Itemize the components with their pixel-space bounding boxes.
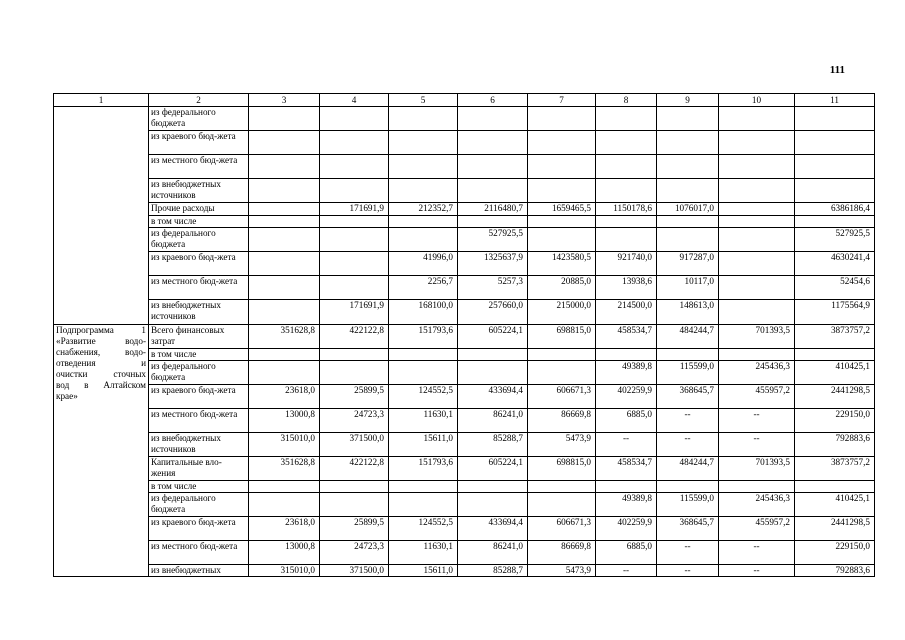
column-number-header: 6 — [458, 94, 528, 107]
amount-cell — [719, 300, 795, 325]
amount-cell: 455957,2 — [719, 385, 795, 409]
amount-cell: 115599,0 — [657, 493, 719, 517]
amount-cell: 371500,0 — [320, 565, 389, 577]
table-row — [54, 107, 875, 131]
funding-source-label: из федерального бюджета — [149, 228, 249, 252]
table-row — [54, 203, 875, 216]
amount-cell — [389, 493, 458, 517]
amount-cell: 151793,6 — [389, 325, 458, 349]
amount-cell — [719, 179, 795, 203]
amount-cell — [719, 349, 795, 361]
financing-table — [53, 93, 875, 577]
amount-cell — [389, 216, 458, 228]
amount-cell — [657, 155, 719, 179]
amount-cell: 698815,0 — [528, 325, 596, 349]
table-row — [54, 276, 875, 300]
amount-cell: 23618,0 — [249, 385, 320, 409]
amount-cell — [249, 131, 320, 155]
amount-cell: 245436,3 — [719, 361, 795, 385]
funding-source-label: из внебюджетных — [149, 565, 249, 577]
amount-cell: 792883,6 — [795, 565, 875, 577]
amount-cell: 20885,0 — [528, 276, 596, 300]
amount-cell — [389, 107, 458, 131]
amount-cell: 257660,0 — [458, 300, 528, 325]
amount-cell: 1325637,9 — [458, 252, 528, 276]
amount-cell: 527925,5 — [795, 228, 875, 252]
amount-cell: 917287,0 — [657, 252, 719, 276]
column-number-header: 9 — [657, 94, 719, 107]
amount-cell — [719, 155, 795, 179]
table-row — [54, 216, 875, 228]
amount-cell: 605224,1 — [458, 325, 528, 349]
amount-cell: 11630,1 — [389, 541, 458, 565]
amount-cell — [596, 155, 657, 179]
amount-cell: 49389,8 — [596, 361, 657, 385]
amount-cell: 606671,3 — [528, 385, 596, 409]
amount-cell — [596, 131, 657, 155]
column-number-header: 11 — [795, 94, 875, 107]
column-number-header: 1 — [54, 94, 149, 107]
amount-cell: 3873757,2 — [795, 457, 875, 481]
amount-cell: -- — [657, 409, 719, 433]
amount-cell: 86241,0 — [458, 409, 528, 433]
amount-cell: 86669,8 — [528, 409, 596, 433]
funding-source-label: из внебюджетных источников — [149, 179, 249, 203]
funding-source-label: из краевого бюд-жета — [149, 131, 249, 155]
amount-cell — [458, 361, 528, 385]
amount-cell — [320, 481, 389, 493]
amount-cell: 5473,9 — [528, 433, 596, 457]
table-row — [54, 409, 875, 433]
amount-cell — [596, 349, 657, 361]
table-row — [54, 325, 875, 349]
amount-cell: 458534,7 — [596, 325, 657, 349]
amount-cell: -- — [719, 409, 795, 433]
amount-cell: 1175564,9 — [795, 300, 875, 325]
amount-cell: 6885,0 — [596, 409, 657, 433]
amount-cell: 86669,8 — [528, 541, 596, 565]
funding-source-label: из местного бюд-жета — [149, 409, 249, 433]
funding-source-label: в том числе — [149, 349, 249, 361]
amount-cell: 422122,8 — [320, 457, 389, 481]
amount-cell — [528, 481, 596, 493]
funding-source-label: из местного бюд-жета — [149, 155, 249, 179]
amount-cell: 433694,4 — [458, 517, 528, 541]
amount-cell — [657, 216, 719, 228]
amount-cell — [458, 107, 528, 131]
funding-source-label: из местного бюд-жета — [149, 541, 249, 565]
amount-cell: 410425,1 — [795, 493, 875, 517]
subprogram-name-line: очистки сточных — [56, 369, 146, 379]
amount-cell: 86241,0 — [458, 541, 528, 565]
amount-cell — [249, 203, 320, 216]
amount-cell: 124552,5 — [389, 517, 458, 541]
amount-cell — [320, 252, 389, 276]
table-row — [54, 565, 875, 577]
subprogram-name-line: вод в Алтайском — [56, 380, 146, 390]
amount-cell: 171691,9 — [320, 203, 389, 216]
amount-cell — [795, 155, 875, 179]
table-row — [54, 179, 875, 203]
amount-cell — [719, 252, 795, 276]
table-row — [54, 228, 875, 252]
table-row — [54, 481, 875, 493]
amount-cell — [528, 131, 596, 155]
amount-cell: -- — [596, 565, 657, 577]
amount-cell: 6386186,4 — [795, 203, 875, 216]
amount-cell: 792883,6 — [795, 433, 875, 457]
amount-cell — [795, 107, 875, 131]
amount-cell: -- — [719, 433, 795, 457]
amount-cell — [249, 481, 320, 493]
amount-cell — [249, 493, 320, 517]
amount-cell: 402259,9 — [596, 385, 657, 409]
amount-cell: 2441298,5 — [795, 385, 875, 409]
amount-cell — [320, 216, 389, 228]
amount-cell: 433694,4 — [458, 385, 528, 409]
amount-cell: 458534,7 — [596, 457, 657, 481]
amount-cell: 85288,7 — [458, 565, 528, 577]
amount-cell — [320, 107, 389, 131]
amount-cell: 605224,1 — [458, 457, 528, 481]
column-number-header: 5 — [389, 94, 458, 107]
amount-cell — [320, 155, 389, 179]
table-row — [54, 155, 875, 179]
amount-cell: 368645,7 — [657, 517, 719, 541]
amount-cell — [389, 481, 458, 493]
amount-cell: 315010,0 — [249, 433, 320, 457]
amount-cell — [719, 276, 795, 300]
amount-cell: 13000,8 — [249, 409, 320, 433]
amount-cell — [249, 300, 320, 325]
amount-cell: 212352,7 — [389, 203, 458, 216]
funding-source-label: из внебюджетных источников — [149, 300, 249, 325]
amount-cell: 5473,9 — [528, 565, 596, 577]
funding-source-label: в том числе — [149, 216, 249, 228]
subprogram-name — [54, 325, 149, 577]
amount-cell: -- — [657, 565, 719, 577]
funding-source-label: из внебюджетных источников — [149, 433, 249, 457]
amount-cell: 351628,8 — [249, 325, 320, 349]
amount-cell — [528, 361, 596, 385]
table-row — [54, 541, 875, 565]
amount-cell — [795, 131, 875, 155]
amount-cell: 10117,0 — [657, 276, 719, 300]
amount-cell: 5257,3 — [458, 276, 528, 300]
amount-cell: 455957,2 — [719, 517, 795, 541]
amount-cell: 24723,3 — [320, 409, 389, 433]
amount-cell: 2441298,5 — [795, 517, 875, 541]
amount-cell — [249, 361, 320, 385]
table-row — [54, 131, 875, 155]
amount-cell: 315010,0 — [249, 565, 320, 577]
amount-cell — [719, 203, 795, 216]
funding-source-label: Прочие расходы — [149, 203, 249, 216]
amount-cell: 701393,5 — [719, 457, 795, 481]
subprogram-name-line: Подпрограмма 1 — [56, 325, 146, 335]
amount-cell — [657, 131, 719, 155]
table-row — [54, 361, 875, 385]
amount-cell — [795, 179, 875, 203]
amount-cell: 115599,0 — [657, 361, 719, 385]
column-number-header: 8 — [596, 94, 657, 107]
amount-cell — [389, 349, 458, 361]
amount-cell — [458, 131, 528, 155]
funding-source-label: из федерального бюджета — [149, 361, 249, 385]
amount-cell: 1423580,5 — [528, 252, 596, 276]
amount-cell: 1076017,0 — [657, 203, 719, 216]
amount-cell — [657, 228, 719, 252]
funding-source-label: из краевого бюд-жета — [149, 517, 249, 541]
amount-cell: 168100,0 — [389, 300, 458, 325]
amount-cell: 41996,0 — [389, 252, 458, 276]
amount-cell — [320, 493, 389, 517]
amount-cell — [657, 179, 719, 203]
amount-cell — [458, 493, 528, 517]
column-number-header: 3 — [249, 94, 320, 107]
column-number-header: 7 — [528, 94, 596, 107]
amount-cell: 606671,3 — [528, 517, 596, 541]
table-row — [54, 252, 875, 276]
amount-cell — [596, 481, 657, 493]
amount-cell: 422122,8 — [320, 325, 389, 349]
amount-cell — [249, 155, 320, 179]
header-row — [54, 94, 875, 107]
column-number-header: 10 — [719, 94, 795, 107]
amount-cell: 24723,3 — [320, 541, 389, 565]
table-row — [54, 493, 875, 517]
amount-cell: 15611,0 — [389, 565, 458, 577]
amount-cell — [596, 107, 657, 131]
amount-cell — [320, 228, 389, 252]
amount-cell — [719, 107, 795, 131]
amount-cell: -- — [657, 433, 719, 457]
amount-cell — [320, 131, 389, 155]
amount-cell — [528, 107, 596, 131]
amount-cell — [528, 349, 596, 361]
amount-cell — [719, 481, 795, 493]
amount-cell: 6885,0 — [596, 541, 657, 565]
amount-cell — [657, 481, 719, 493]
subprogram-name-line: крае» — [56, 391, 78, 401]
amount-cell: 3873757,2 — [795, 325, 875, 349]
table-row — [54, 517, 875, 541]
amount-cell — [249, 276, 320, 300]
subprogram-name-line: снабжения, водо- — [56, 347, 146, 357]
amount-cell — [320, 179, 389, 203]
amount-cell — [458, 216, 528, 228]
amount-cell: 49389,8 — [596, 493, 657, 517]
amount-cell — [657, 107, 719, 131]
amount-cell — [389, 361, 458, 385]
previous-section-cell — [54, 107, 149, 325]
amount-cell — [389, 179, 458, 203]
amount-cell: 4630241,4 — [795, 252, 875, 276]
amount-cell — [249, 349, 320, 361]
amount-cell: -- — [719, 541, 795, 565]
amount-cell: 698815,0 — [528, 457, 596, 481]
amount-cell — [320, 349, 389, 361]
subprogram-name-line: «Развитие водо- — [56, 336, 146, 346]
amount-cell — [596, 228, 657, 252]
funding-source-label: из федерального бюджета — [149, 107, 249, 131]
amount-cell: 229150,0 — [795, 409, 875, 433]
amount-cell — [795, 216, 875, 228]
amount-cell — [528, 228, 596, 252]
funding-source-label: Всего финансовых затрат — [149, 325, 249, 349]
amount-cell — [458, 179, 528, 203]
amount-cell: 921740,0 — [596, 252, 657, 276]
amount-cell: 1659465,5 — [528, 203, 596, 216]
amount-cell — [389, 131, 458, 155]
funding-source-label: из федерального бюджета — [149, 493, 249, 517]
amount-cell — [528, 216, 596, 228]
column-number-header: 4 — [320, 94, 389, 107]
amount-cell: 214500,0 — [596, 300, 657, 325]
amount-cell — [320, 361, 389, 385]
amount-cell: 229150,0 — [795, 541, 875, 565]
amount-cell — [719, 216, 795, 228]
column-number-header: 2 — [149, 94, 249, 107]
amount-cell: 2116480,7 — [458, 203, 528, 216]
amount-cell: 368645,7 — [657, 385, 719, 409]
funding-source-label: из краевого бюд-жета — [149, 385, 249, 409]
amount-cell: 13938,6 — [596, 276, 657, 300]
amount-cell — [458, 155, 528, 179]
amount-cell: 15611,0 — [389, 433, 458, 457]
table-row — [54, 457, 875, 481]
amount-cell — [795, 481, 875, 493]
amount-cell — [528, 493, 596, 517]
amount-cell: 410425,1 — [795, 361, 875, 385]
amount-cell — [249, 179, 320, 203]
amount-cell: 351628,8 — [249, 457, 320, 481]
amount-cell: 23618,0 — [249, 517, 320, 541]
amount-cell: 148613,0 — [657, 300, 719, 325]
amount-cell — [596, 179, 657, 203]
amount-cell: 124552,5 — [389, 385, 458, 409]
amount-cell: 2256,7 — [389, 276, 458, 300]
amount-cell: 13000,8 — [249, 541, 320, 565]
table-row — [54, 385, 875, 409]
amount-cell: 371500,0 — [320, 433, 389, 457]
amount-cell — [389, 155, 458, 179]
amount-cell — [320, 276, 389, 300]
funding-source-label: из местного бюд-жета — [149, 276, 249, 300]
amount-cell — [249, 107, 320, 131]
amount-cell — [528, 155, 596, 179]
amount-cell: 85288,7 — [458, 433, 528, 457]
amount-cell: 1150178,6 — [596, 203, 657, 216]
amount-cell — [719, 131, 795, 155]
funding-source-label: Капитальные вло-жения — [149, 457, 249, 481]
amount-cell: 402259,9 — [596, 517, 657, 541]
table-row — [54, 349, 875, 361]
amount-cell — [249, 228, 320, 252]
amount-cell — [249, 216, 320, 228]
amount-cell — [795, 349, 875, 361]
amount-cell: 171691,9 — [320, 300, 389, 325]
amount-cell: 11630,1 — [389, 409, 458, 433]
amount-cell — [458, 481, 528, 493]
amount-cell — [249, 252, 320, 276]
amount-cell: 245436,3 — [719, 493, 795, 517]
funding-source-label: в том числе — [149, 481, 249, 493]
page-number: 111 — [829, 64, 845, 76]
amount-cell: 25899,5 — [320, 517, 389, 541]
amount-cell: 25899,5 — [320, 385, 389, 409]
amount-cell: 701393,5 — [719, 325, 795, 349]
amount-cell — [596, 216, 657, 228]
amount-cell — [458, 349, 528, 361]
amount-cell: 151793,6 — [389, 457, 458, 481]
amount-cell — [528, 179, 596, 203]
amount-cell: 52454,6 — [795, 276, 875, 300]
table-row — [54, 433, 875, 457]
amount-cell: -- — [596, 433, 657, 457]
amount-cell: -- — [657, 541, 719, 565]
amount-cell — [389, 228, 458, 252]
subprogram-name-line: отведения и — [56, 358, 146, 368]
table-row — [54, 300, 875, 325]
amount-cell — [657, 349, 719, 361]
amount-cell — [719, 228, 795, 252]
amount-cell: -- — [719, 565, 795, 577]
amount-cell: 484244,7 — [657, 457, 719, 481]
funding-source-label: из краевого бюд-жета — [149, 252, 249, 276]
amount-cell: 527925,5 — [458, 228, 528, 252]
amount-cell: 215000,0 — [528, 300, 596, 325]
amount-cell: 484244,7 — [657, 325, 719, 349]
